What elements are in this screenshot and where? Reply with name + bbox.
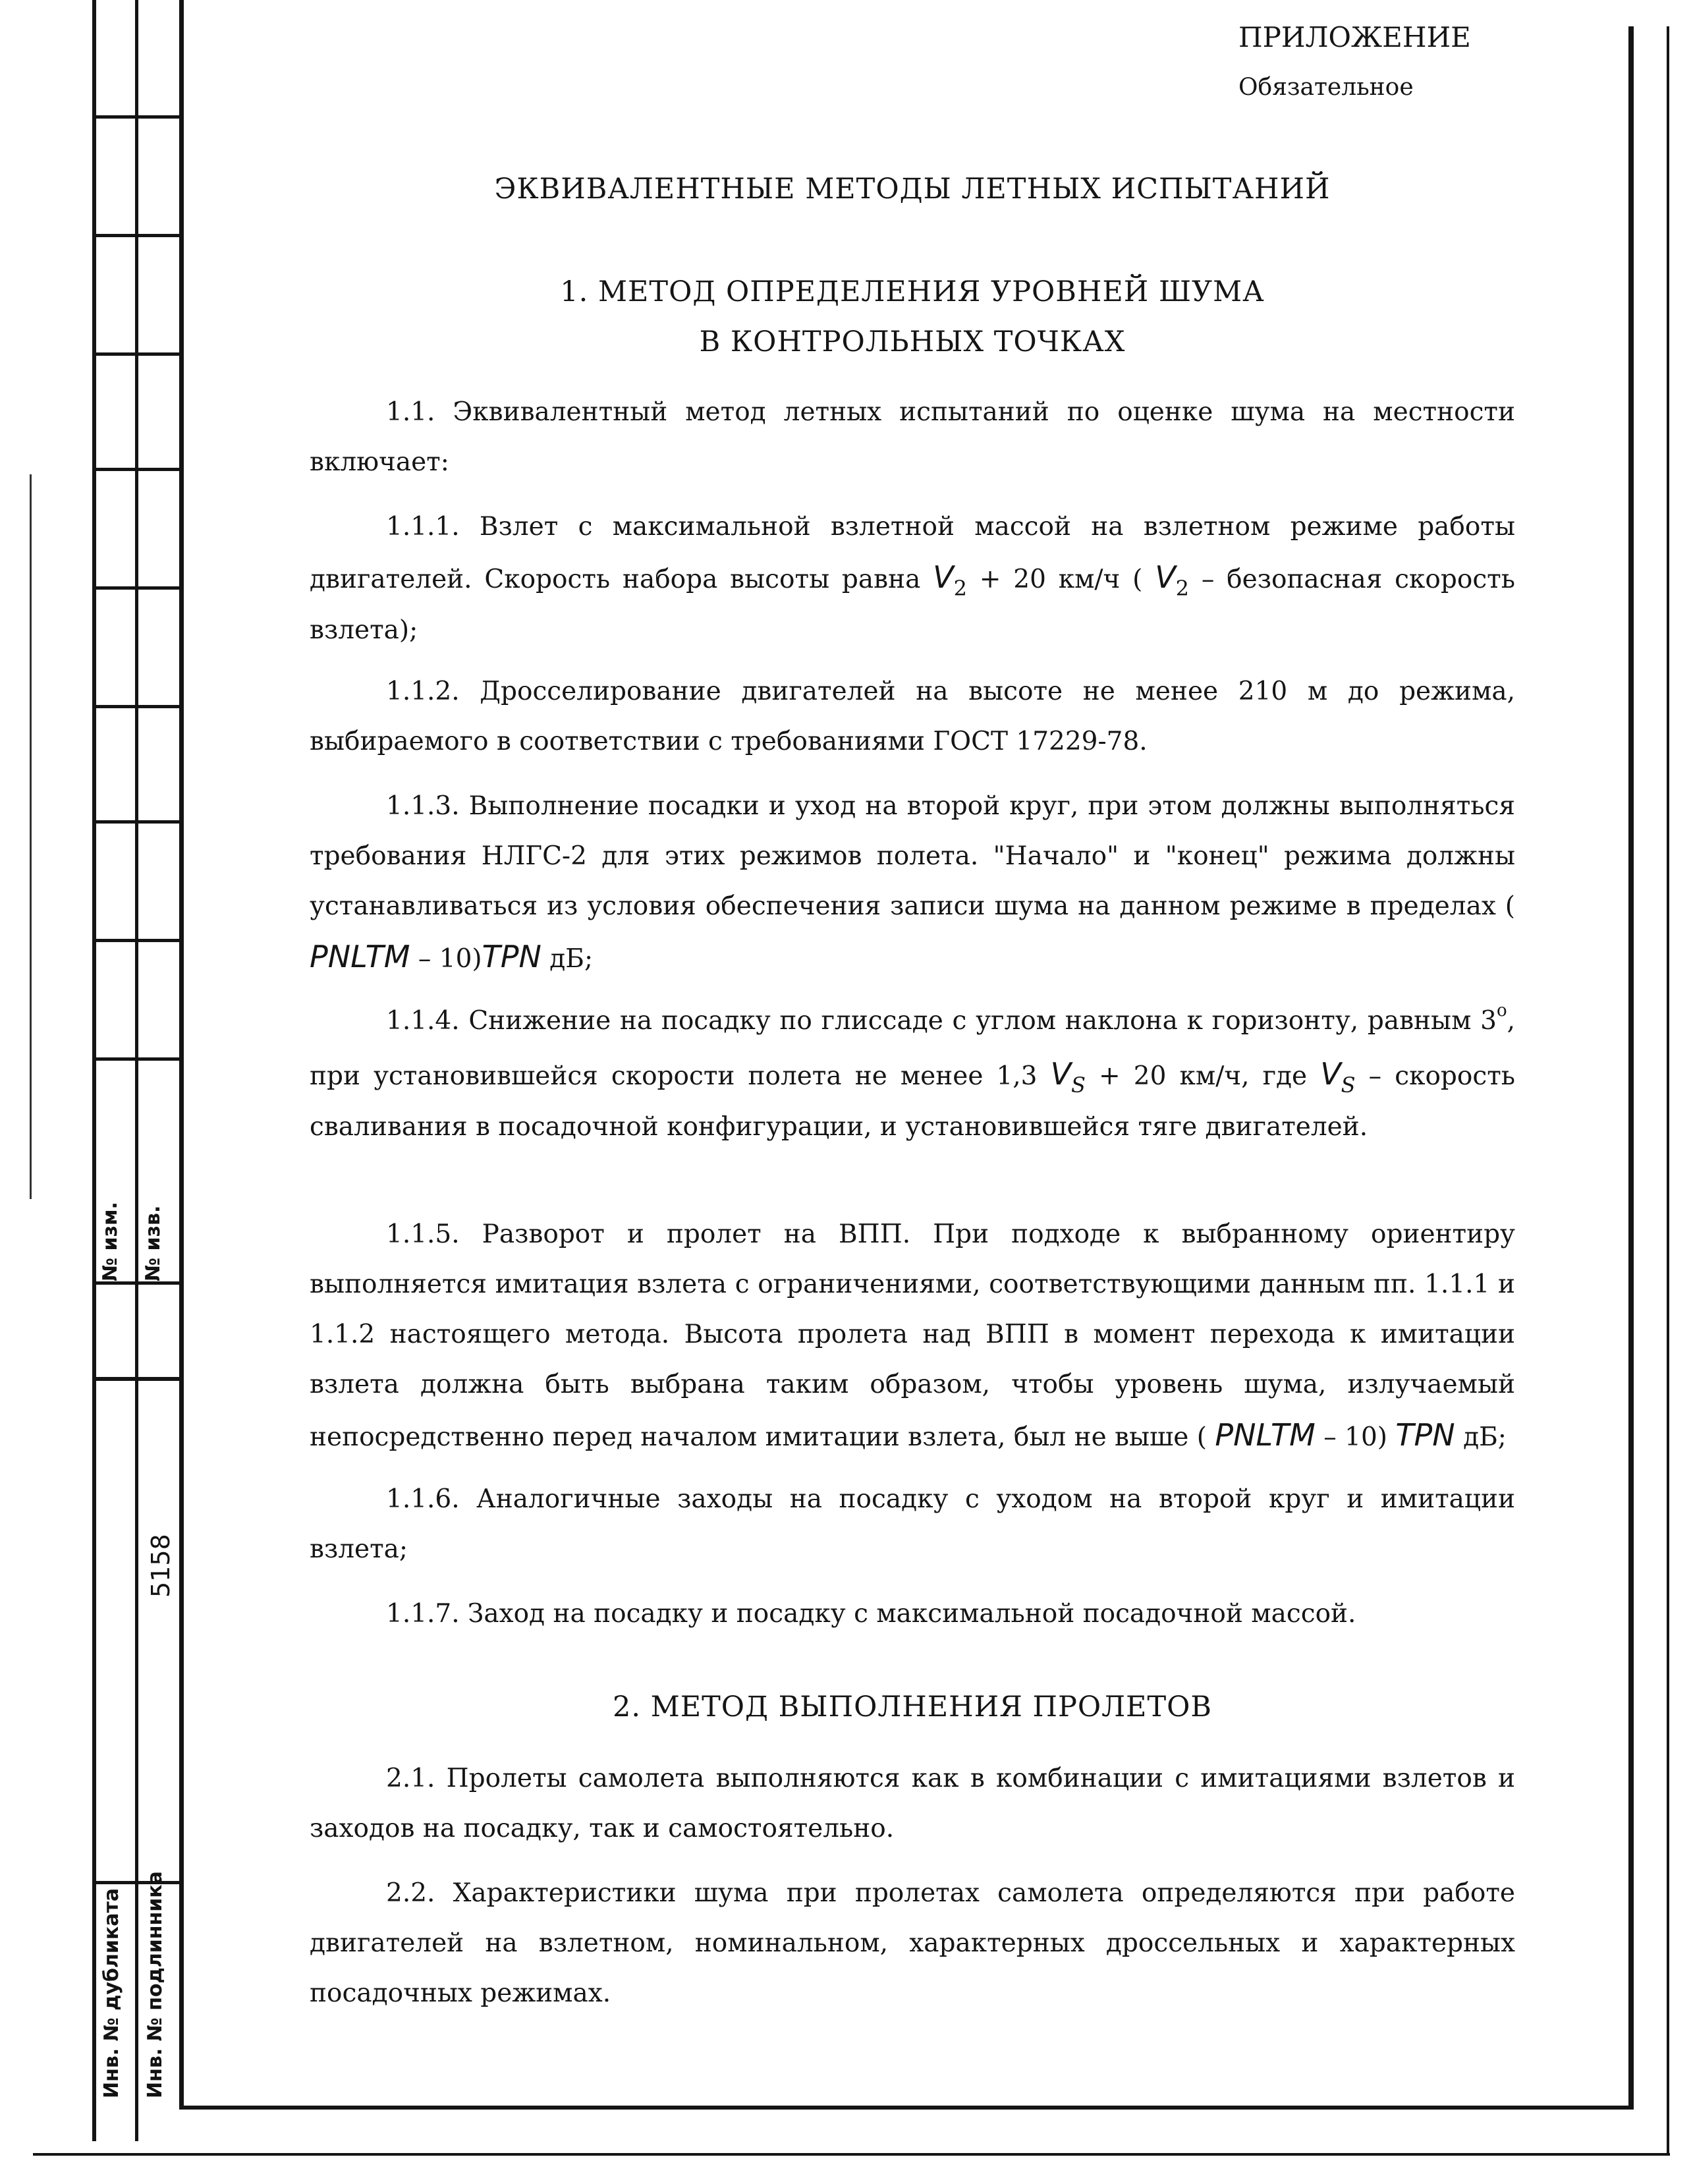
frame-right-line-outer [1667, 26, 1669, 2154]
frame-bottom-line [33, 2153, 1670, 2156]
strip-divider [92, 586, 184, 590]
section1-heading-line1: 1. МЕТОД ОПРЕДЕЛЕНИЯ УРОВНЕЙ ШУМА [560, 275, 1265, 308]
paragraph-1-1-4-text-b: , при установившейся скорости полета не менее 1,3 [310, 1006, 1515, 1091]
strip-divider [92, 705, 184, 708]
stamp-dup-inv-no: Инв. № дубликата [100, 1888, 123, 2098]
paragraph-1-1-1-text-b: + 20 км/ч ( [979, 565, 1143, 594]
symbol-tpn: TPN [482, 939, 541, 974]
symbol-vs-second-subscript: S [1341, 1073, 1356, 1098]
paragraph-1-1-4-text-c: + 20 км/ч, где [1099, 1061, 1308, 1091]
paragraph-1-1-5-text-a: 1.1.5. Разворот и пролет на ВПП. При подходе к выбранному ориентиру выполняется имитация взлета с ограничениями, соответствующими данным пп. 1.1.1 и 1.1.2 настоящего метода. Высота пролета над ВПП в момент перехода к имитации взлета должна быть выбрана таким образом, чтобы уровень шума, излучаемый непосредственно перед началом имитации взлета, был не выше ( [310, 1219, 1515, 1452]
symbol-pnltm-second: PNLTM [1215, 1417, 1316, 1453]
paragraph-1-1-3 [310, 781, 1515, 984]
paragraph-1-1-3-text-c: дБ; [549, 944, 594, 974]
paragraph-1-1-4-text-a: 1.1.4. Снижение на посадку по глиссаде с углом наклона к горизонту, равным 3 [386, 1006, 1497, 1036]
paragraph-1-1-1-text-a: 1.1.1. Взлет с максимальной взлетной массой на взлетном режиме работы двигателей. Скорость набора высоты равна [310, 512, 1515, 594]
symbol-v2-subscript: 2 [953, 576, 967, 601]
symbol-vs-subscript: S [1071, 1073, 1086, 1098]
paragraph-1-1-2: 1.1.2. Дросселирование двигателей на высоте не менее 210 м до режима, выбираемого в соответствии с требованиями ГОСТ 17229-78. [310, 677, 1515, 756]
frame-left-line-mid [135, 0, 138, 2141]
paragraph-1-1-3-text-b: – 10) [418, 944, 482, 974]
strip-divider [92, 939, 184, 942]
paragraph-1-1-1 [310, 502, 1515, 656]
strip-divider [92, 1057, 184, 1061]
paragraph-1-1: 1.1. Эквивалентный метод летных испытаний по оценке шума на местности включает: [310, 397, 1515, 477]
paragraph-1-1-4-text-d: – скорость сваливания в посадочной конфигурации, и установившейся тяге двигателей. [310, 1061, 1516, 1142]
symbol-v2-second: V [1155, 559, 1176, 595]
stamp-reg-number: 5158 [146, 1534, 175, 1598]
paragraph-1-1-4 [310, 996, 1515, 1152]
paragraph-1-1-7: 1.1.7. Заход на посадку и посадку с максимальной посадочной массой. [386, 1599, 1356, 1629]
paragraph-1-1-5 [310, 1210, 1515, 1463]
strip-divider [92, 1377, 184, 1381]
paragraph-1-1-5-text-b: – 10) [1323, 1422, 1388, 1452]
paragraph-2-2: 2.2. Характеристики шума при пролетах самолета определяются при работе двигателей на взлетном, номинальном, характерных дроссельных и характерных посадочных режимах. [310, 1878, 1515, 2008]
frame-right-line-inner [1628, 26, 1634, 2108]
strip-divider [92, 115, 184, 119]
strip-divider [92, 468, 184, 471]
appendix-status: Обязательное [1238, 74, 1414, 101]
stamp-orig-inv-no: Инв. № подлинника [144, 1871, 167, 2098]
strip-divider [92, 352, 184, 356]
stamp-change-no: № изм. [99, 1202, 122, 1281]
section1-heading-line2: В КОНТРОЛЬНЫХ ТОЧКАХ [699, 325, 1126, 358]
strip-divider [92, 1881, 184, 1884]
frame-bottom-line-inner [179, 2106, 1634, 2110]
page-title: ЭКВИВАЛЕНТНЫЕ МЕТОДЫ ЛЕТНЫХ ИСПЫТАНИЙ [494, 173, 1331, 206]
strip-divider [92, 1281, 184, 1285]
degree-symbol: о [1496, 1001, 1507, 1021]
stamp-notice-no: № изв. [142, 1205, 165, 1281]
frame-left-line-outer [92, 0, 96, 2141]
symbol-vs-second: V [1320, 1056, 1341, 1092]
paragraph-1-1-6: 1.1.6. Аналогичные заходы на посадку с уходом на второй круг и имитации взлета; [310, 1484, 1515, 1564]
margin-tick [30, 474, 32, 1199]
section2-heading: 2. МЕТОД ВЫПОЛНЕНИЯ ПРОЛЕТОВ [613, 1691, 1212, 1723]
paragraph-2-1: 2.1. Пролеты самолета выполняются как в комбинации с имитациями взлетов и заходов на посадку, так и самостоятельно. [310, 1764, 1515, 1843]
strip-divider [92, 820, 184, 824]
symbol-tpn-second: TPN [1395, 1417, 1455, 1453]
appendix-label: ПРИЛОЖЕНИЕ [1238, 21, 1471, 53]
symbol-pnltm: PNLTM [310, 939, 410, 974]
symbol-v2: V [933, 559, 954, 595]
symbol-vs: V [1050, 1056, 1072, 1092]
paragraph-1-1-1-text-c: – безопасная скорость взлета); [310, 565, 1515, 645]
paragraph-1-1-5-text-c: дБ; [1463, 1422, 1507, 1452]
symbol-v2-second-subscript: 2 [1175, 576, 1190, 601]
frame-left-line-inner [179, 0, 184, 2108]
paragraph-1-1-3-text-a: 1.1.3. Выполнение посадки и уход на второй круг, при этом должны выполняться требования НЛГС-2 для этих режимов полета. "Начало" и "конец" режима должны устанавливаться из условия обеспечения записи шума на данном режиме в пределах ( [310, 791, 1515, 921]
strip-divider [92, 234, 184, 237]
